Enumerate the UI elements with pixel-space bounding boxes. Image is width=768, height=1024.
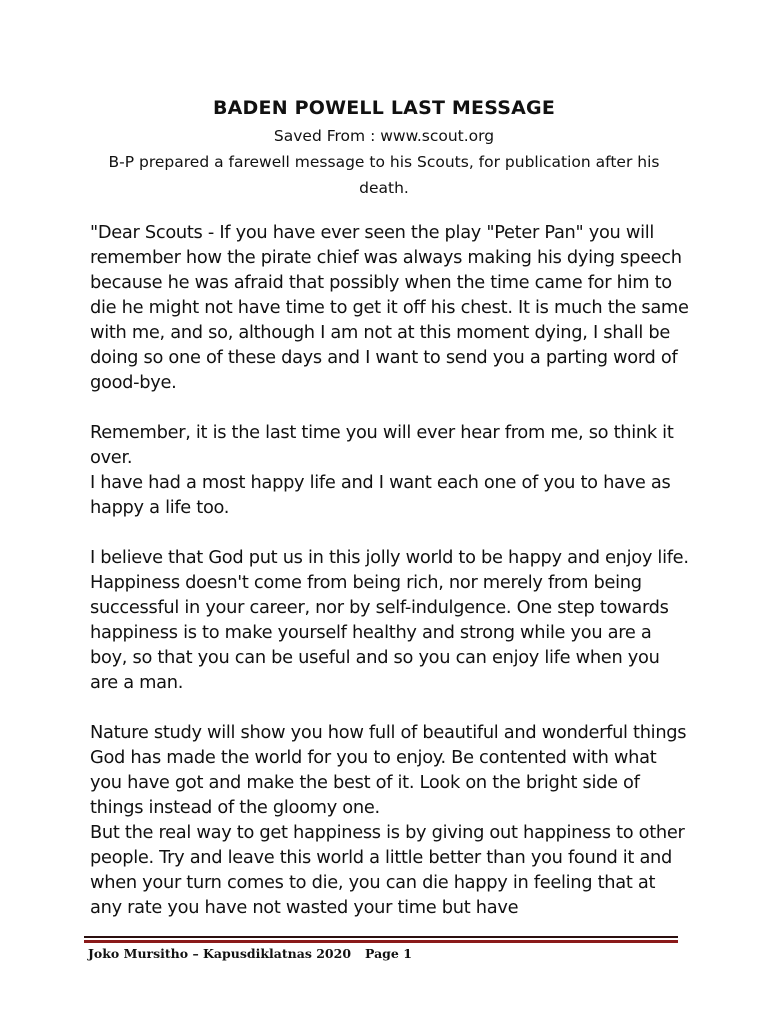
message-body	[90, 220, 690, 920]
paragraph-remember: Remember, it is the last time you will ever hear from me, so think it over.	[90, 422, 674, 468]
footer-divider-red	[84, 940, 678, 943]
page-footer	[88, 946, 412, 962]
footer-divider-dark	[84, 936, 678, 938]
document-header	[80, 93, 688, 201]
paragraph-giving-happiness: But the real way to get happiness is by giving out happiness to other people. Try and leave this world a little better than you found it and when your turn comes to die, you can die happy in feeling that at any rate you have not wasted your time but have	[90, 822, 685, 918]
paragraph-nature-study: Nature study will show you how full of beautiful and wonderful things God has made the world for you to enjoy. Be contented with what you have got and make the best of it. Look on the bright side of things instead of the gloomy one.	[90, 722, 687, 818]
source-line: Saved From : www.scout.org	[273, 127, 495, 145]
page-number: Page 1	[365, 946, 412, 961]
paragraph-happy-life: I have had a most happy life and I want each one of you to have as happy a life too.	[90, 472, 671, 518]
document-description: B-P prepared a farewell message to his Scouts, for publication after his death.	[108, 153, 660, 197]
paragraph-dear-scouts: "Dear Scouts - If you have ever seen the play "Peter Pan" you will remember how the pirate chief was always making his dying speech because he was afraid that possibly when the time came for him to die he might not have time to get it off his chest. It is much the same with me, and so, although I am not at this moment dying, I shall be doing so one of these days and I want to send you a parting word of good-bye.	[90, 222, 689, 393]
document-title: BADEN POWELL LAST MESSAGE	[212, 97, 556, 119]
paragraph-god-jolly-world: I believe that God put us in this jolly world to be happy and enjoy life. Happiness doesn't come from being rich, nor merely from being successful in your career, nor by self-indulgence. One step towards happiness is to make yourself healthy and strong while you are a boy, so that you can be useful and so you can enjoy life when you are a man.	[90, 547, 689, 693]
footer-divider	[84, 936, 678, 943]
footer-author: Joko Mursitho – Kapusdiklatnas 2020	[88, 946, 352, 961]
